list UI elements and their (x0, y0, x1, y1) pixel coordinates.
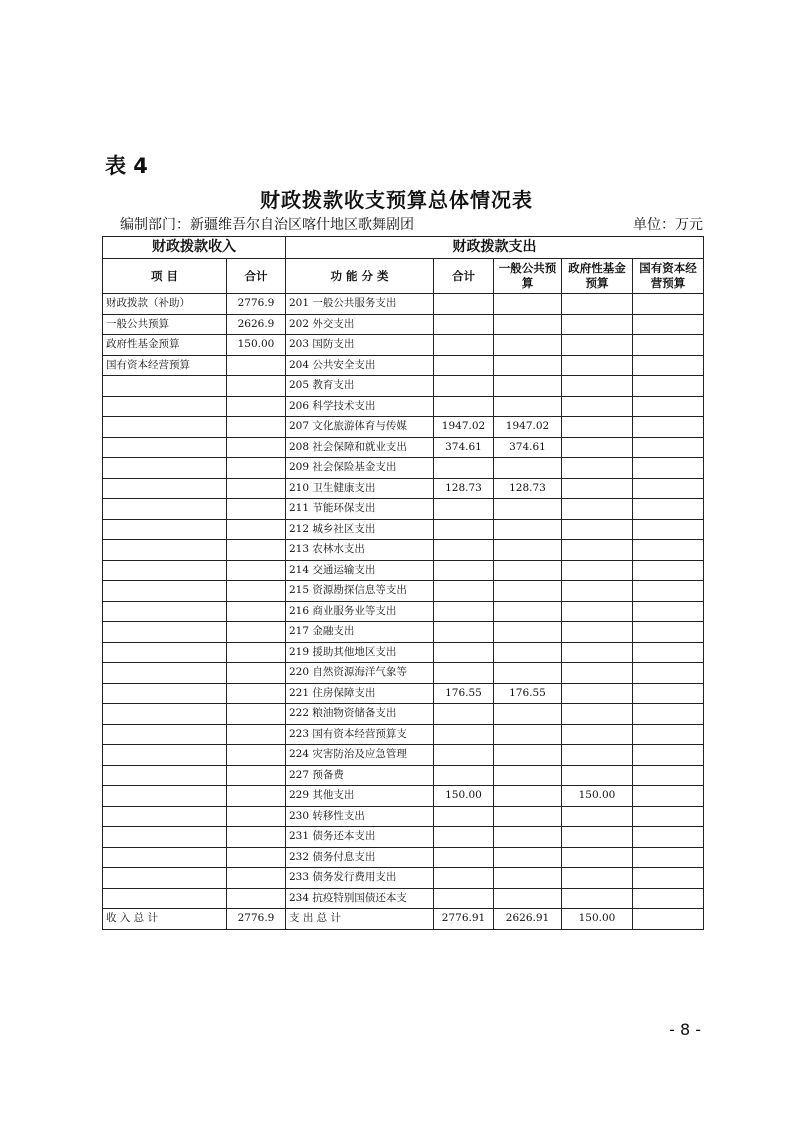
fund-budget-cell (562, 540, 633, 561)
state-capital-cell (633, 519, 704, 540)
total-cell (434, 806, 494, 827)
fund-budget-cell (562, 417, 633, 438)
general-budget-cell (494, 376, 562, 397)
income-value-cell (227, 765, 286, 786)
income-item-cell (103, 581, 227, 602)
income-value-cell (227, 458, 286, 479)
state-capital-cell (633, 499, 704, 520)
table-row (103, 396, 704, 417)
state-capital-cell (633, 581, 704, 602)
fund-budget-cell (562, 827, 633, 848)
state-capital-cell (633, 847, 704, 868)
fund-budget-cell (562, 704, 633, 725)
table-row (103, 376, 704, 397)
state-capital-cell (633, 417, 704, 438)
income-item-cell: 一般公共预算 (103, 314, 227, 335)
income-item-cell (103, 478, 227, 499)
general-budget-cell (494, 724, 562, 745)
fund-budget-cell (562, 642, 633, 663)
table-row (103, 417, 704, 438)
total-cell (434, 827, 494, 848)
income-value-cell: 2776.9 (227, 294, 286, 315)
table-row (103, 745, 704, 766)
function-class-cell: 221 住房保障支出 (286, 683, 434, 704)
general-budget-cell (494, 601, 562, 622)
function-class-cell: 204 公共安全支出 (286, 355, 434, 376)
total-cell (434, 458, 494, 479)
general-budget-cell (494, 786, 562, 807)
income-value-cell (227, 560, 286, 581)
column-header-row (103, 259, 704, 294)
income-item-cell (103, 765, 227, 786)
total-cell (434, 560, 494, 581)
state-capital-cell (633, 622, 704, 643)
income-item-cell: 国有资本经营预算 (103, 355, 227, 376)
fund-budget-cell (562, 458, 633, 479)
table-row (103, 663, 704, 684)
fund-budget-cell (562, 581, 633, 602)
general-budget-cell (494, 847, 562, 868)
income-value-cell (227, 847, 286, 868)
function-class-cell: 216 商业服务业等支出 (286, 601, 434, 622)
income-item-cell (103, 704, 227, 725)
total-cell (434, 314, 494, 335)
total-cell (434, 642, 494, 663)
function-class-cell: 223 国有资本经营预算支 (286, 724, 434, 745)
table-row (103, 458, 704, 479)
fund-budget-cell (562, 560, 633, 581)
function-class-cell: 234 抗疫特别国债还本支 (286, 888, 434, 909)
general-budget-cell (494, 314, 562, 335)
table-row (103, 499, 704, 520)
income-value-cell (227, 376, 286, 397)
general-budget-cell (494, 458, 562, 479)
header-function: 功 能 分 类 (286, 259, 434, 294)
total-cell: 374.61 (434, 437, 494, 458)
total-cell (434, 765, 494, 786)
total-cell (434, 294, 494, 315)
income-value-cell (227, 888, 286, 909)
income-value-cell (227, 683, 286, 704)
total-cell (434, 847, 494, 868)
general-budget-cell (494, 745, 562, 766)
state-capital-cell (633, 868, 704, 889)
income-item-cell (103, 519, 227, 540)
fund-budget-cell (562, 478, 633, 499)
department-label: 编制部门：新疆维吾尔自治区喀什地区歌舞剧团 (120, 217, 414, 233)
function-class-cell: 227 预备费 (286, 765, 434, 786)
income-item-cell: 财政拨款（补助） (103, 294, 227, 315)
function-class-cell: 219 援助其他地区支出 (286, 642, 434, 663)
general-budget-cell (494, 806, 562, 827)
state-capital-cell (633, 724, 704, 745)
state-capital-cell (633, 601, 704, 622)
state-capital-cell (633, 888, 704, 909)
income-item-cell (103, 847, 227, 868)
state-capital-cell (633, 642, 704, 663)
total-cell (434, 704, 494, 725)
fund-budget-cell (562, 724, 633, 745)
fund-budget-cell (562, 499, 633, 520)
function-class-cell: 220 自然资源海洋气象等 (286, 663, 434, 684)
total-cell (434, 519, 494, 540)
totals-row (103, 909, 704, 930)
income-item-cell (103, 458, 227, 479)
fund-budget-cell (562, 376, 633, 397)
unit-label: 单位：万元 (633, 217, 703, 233)
income-value-cell (227, 478, 286, 499)
income-item-cell (103, 683, 227, 704)
state-capital-cell (633, 478, 704, 499)
total-cell (434, 888, 494, 909)
total-cell (434, 335, 494, 356)
general-budget-cell (494, 294, 562, 315)
table-label: 表 4 (105, 154, 148, 178)
general-budget-cell (494, 335, 562, 356)
general-budget-cell (494, 355, 562, 376)
income-item-cell (103, 540, 227, 561)
table-row (103, 868, 704, 889)
state-capital-cell (633, 806, 704, 827)
income-value-cell (227, 355, 286, 376)
general-budget-cell (494, 765, 562, 786)
general-budget-cell (494, 827, 562, 848)
state-capital-total (633, 909, 704, 930)
general-budget-cell (494, 622, 562, 643)
income-item-cell (103, 745, 227, 766)
fund-budget-cell (562, 601, 633, 622)
fund-budget-cell (562, 355, 633, 376)
fund-budget-cell (562, 622, 633, 643)
general-budget-cell: 128.73 (494, 478, 562, 499)
state-capital-cell (633, 683, 704, 704)
general-budget-cell: 374.61 (494, 437, 562, 458)
budget-table (102, 236, 704, 930)
table-row (103, 601, 704, 622)
function-class-cell: 203 国防支出 (286, 335, 434, 356)
income-item-cell (103, 786, 227, 807)
state-capital-cell (633, 540, 704, 561)
table-row (103, 622, 704, 643)
fund-budget-cell (562, 745, 633, 766)
income-value-cell (227, 540, 286, 561)
fund-budget-cell (562, 335, 633, 356)
general-budget-cell: 1947.02 (494, 417, 562, 438)
table-row (103, 560, 704, 581)
header-item: 项 目 (103, 259, 227, 294)
income-value-cell (227, 437, 286, 458)
income-item-cell (103, 622, 227, 643)
page-number: - 8 - (669, 1020, 701, 1039)
fund-budget-cell (562, 437, 633, 458)
table-row (103, 335, 704, 356)
header-fund-budget: 政府性基金预算 (562, 259, 633, 294)
function-class-cell: 217 金融支出 (286, 622, 434, 643)
general-budget-cell (494, 540, 562, 561)
header-income-total: 合计 (227, 259, 286, 294)
income-value-cell: 2626.9 (227, 314, 286, 335)
income-item-cell (103, 560, 227, 581)
income-item-cell (103, 499, 227, 520)
income-item-cell (103, 724, 227, 745)
total-cell (434, 581, 494, 602)
income-value-cell (227, 786, 286, 807)
income-item-cell (103, 806, 227, 827)
fund-budget-cell (562, 806, 633, 827)
table-row (103, 581, 704, 602)
table-row (103, 642, 704, 663)
general-budget-cell (494, 519, 562, 540)
income-value-cell (227, 519, 286, 540)
function-class-cell: 233 债务发行费用支出 (286, 868, 434, 889)
function-class-cell: 206 科学技术支出 (286, 396, 434, 417)
table-row (103, 847, 704, 868)
table-row (103, 294, 704, 315)
page-title: 财政拨款收支预算总体情况表 (260, 188, 533, 212)
table-row (103, 478, 704, 499)
state-capital-cell (633, 335, 704, 356)
section-header-row (103, 237, 704, 259)
income-total-label: 收 入 总 计 (103, 909, 227, 930)
state-capital-cell (633, 458, 704, 479)
income-item-cell (103, 868, 227, 889)
total-cell: 1947.02 (434, 417, 494, 438)
state-capital-cell (633, 704, 704, 725)
function-class-cell: 205 教育支出 (286, 376, 434, 397)
total-cell (434, 868, 494, 889)
fund-budget-total: 150.00 (562, 909, 633, 930)
fund-budget-cell (562, 868, 633, 889)
fund-budget-cell (562, 683, 633, 704)
table-row (103, 888, 704, 909)
state-capital-cell (633, 827, 704, 848)
function-class-cell: 230 转移性支出 (286, 806, 434, 827)
state-capital-cell (633, 314, 704, 335)
income-item-cell (103, 888, 227, 909)
state-capital-cell (633, 765, 704, 786)
function-class-cell: 212 城乡社区支出 (286, 519, 434, 540)
total-cell: 150.00 (434, 786, 494, 807)
expenditure-total-value: 2776.91 (434, 909, 494, 930)
state-capital-cell (633, 376, 704, 397)
general-budget-cell (494, 581, 562, 602)
state-capital-cell (633, 437, 704, 458)
table-row (103, 437, 704, 458)
income-item-cell (103, 376, 227, 397)
total-cell (434, 622, 494, 643)
function-class-cell: 232 债务付息支出 (286, 847, 434, 868)
income-value-cell (227, 499, 286, 520)
table-row (103, 806, 704, 827)
function-class-cell: 214 交通运输支出 (286, 560, 434, 581)
general-budget-cell (494, 642, 562, 663)
state-capital-cell (633, 294, 704, 315)
fund-budget-cell: 150.00 (562, 786, 633, 807)
table-row (103, 827, 704, 848)
fund-budget-cell (562, 888, 633, 909)
income-value-cell (227, 663, 286, 684)
income-item-cell (103, 417, 227, 438)
general-budget-cell (494, 868, 562, 889)
general-budget-cell (494, 888, 562, 909)
function-class-cell: 209 社会保险基金支出 (286, 458, 434, 479)
general-budget-cell (494, 396, 562, 417)
function-class-cell: 207 文化旅游体育与传媒 (286, 417, 434, 438)
state-capital-cell (633, 663, 704, 684)
function-class-cell: 229 其他支出 (286, 786, 434, 807)
state-capital-cell (633, 396, 704, 417)
fund-budget-cell (562, 519, 633, 540)
total-cell: 176.55 (434, 683, 494, 704)
expenditure-total-label: 支 出 总 计 (286, 909, 434, 930)
function-class-cell: 201 一般公共服务支出 (286, 294, 434, 315)
function-class-cell: 208 社会保障和就业支出 (286, 437, 434, 458)
header-total: 合计 (434, 259, 494, 294)
state-capital-cell (633, 786, 704, 807)
income-value-cell (227, 704, 286, 725)
total-cell (434, 663, 494, 684)
income-item-cell (103, 437, 227, 458)
income-item-cell (103, 663, 227, 684)
income-value-cell (227, 868, 286, 889)
function-class-cell: 215 资源勘探信息等支出 (286, 581, 434, 602)
header-state-capital-budget: 国有资本经营预算 (633, 259, 704, 294)
table-row (103, 355, 704, 376)
function-class-cell: 210 卫生健康支出 (286, 478, 434, 499)
table-row (103, 314, 704, 335)
function-class-cell: 211 节能环保支出 (286, 499, 434, 520)
header-general-budget: 一般公共预算 (494, 259, 562, 294)
fund-budget-cell (562, 847, 633, 868)
function-class-cell: 224 灾害防治及应急管理 (286, 745, 434, 766)
income-item-cell (103, 601, 227, 622)
income-value-cell (227, 827, 286, 848)
table-row (103, 765, 704, 786)
total-cell (434, 499, 494, 520)
income-item-cell (103, 396, 227, 417)
function-class-cell: 231 债务还本支出 (286, 827, 434, 848)
income-value-cell (227, 581, 286, 602)
total-cell (434, 355, 494, 376)
table-row (103, 683, 704, 704)
fund-budget-cell (562, 314, 633, 335)
total-cell (434, 396, 494, 417)
fund-budget-cell (562, 765, 633, 786)
table-row (103, 540, 704, 561)
table-row (103, 519, 704, 540)
state-capital-cell (633, 355, 704, 376)
fund-budget-cell (562, 294, 633, 315)
table-row (103, 786, 704, 807)
total-cell (434, 724, 494, 745)
income-value-cell (227, 724, 286, 745)
table-row (103, 724, 704, 745)
general-budget-cell (494, 704, 562, 725)
income-value-cell (227, 601, 286, 622)
function-class-cell: 222 粮油物资储备支出 (286, 704, 434, 725)
table-row (103, 704, 704, 725)
income-item-cell (103, 827, 227, 848)
expenditure-section-header: 财政拨款支出 (286, 237, 704, 259)
fund-budget-cell (562, 663, 633, 684)
state-capital-cell (633, 560, 704, 581)
fund-budget-cell (562, 396, 633, 417)
income-value-cell (227, 396, 286, 417)
income-total-value: 2776.9 (227, 909, 286, 930)
income-section-header: 财政拨款收入 (103, 237, 286, 259)
general-budget-cell: 176.55 (494, 683, 562, 704)
total-cell (434, 745, 494, 766)
income-value-cell: 150.00 (227, 335, 286, 356)
income-item-cell (103, 642, 227, 663)
total-cell (434, 540, 494, 561)
general-budget-cell (494, 499, 562, 520)
total-cell (434, 376, 494, 397)
income-value-cell (227, 417, 286, 438)
income-value-cell (227, 622, 286, 643)
general-budget-cell (494, 663, 562, 684)
total-cell: 128.73 (434, 478, 494, 499)
function-class-cell: 202 外交支出 (286, 314, 434, 335)
income-value-cell (227, 806, 286, 827)
general-budget-total: 2626.91 (494, 909, 562, 930)
income-item-cell: 政府性基金预算 (103, 335, 227, 356)
total-cell (434, 601, 494, 622)
state-capital-cell (633, 745, 704, 766)
function-class-cell: 213 农林水支出 (286, 540, 434, 561)
general-budget-cell (494, 560, 562, 581)
income-value-cell (227, 745, 286, 766)
income-value-cell (227, 642, 286, 663)
